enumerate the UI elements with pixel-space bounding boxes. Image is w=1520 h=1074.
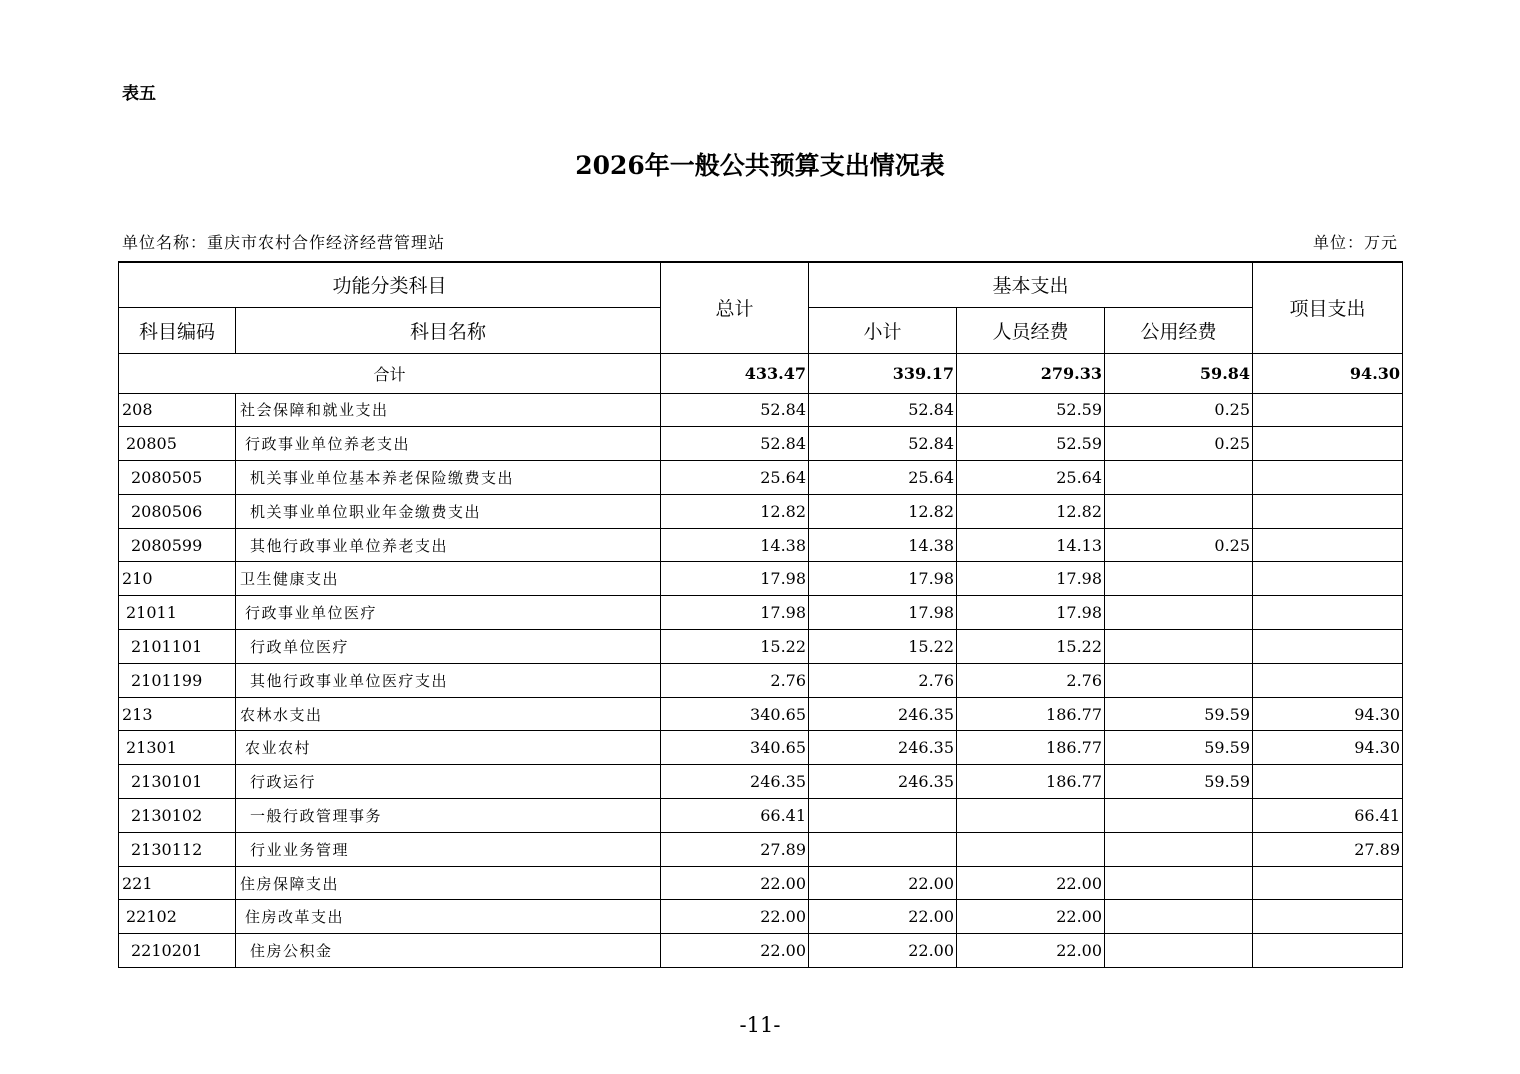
- cell-code: 2080506: [119, 494, 236, 528]
- cell-name: 住房公积金: [236, 934, 661, 968]
- cell-code: 2080599: [119, 528, 236, 562]
- cell-total: 52.84: [661, 393, 809, 427]
- cell-name: 农业农村: [236, 731, 661, 765]
- cell-personnel: 186.77: [957, 697, 1105, 731]
- cell-subtotal: 22.00: [809, 866, 957, 900]
- cell-code: 21011: [119, 596, 236, 630]
- cell-subtotal: 246.35: [809, 697, 957, 731]
- table-row: [119, 799, 1403, 833]
- cell-code: 22102: [119, 900, 236, 934]
- cell-personnel: 14.13: [957, 528, 1105, 562]
- total-personnel: 279.33: [957, 353, 1105, 393]
- cell-project: [1253, 900, 1403, 934]
- cell-public: [1105, 494, 1253, 528]
- cell-project: [1253, 596, 1403, 630]
- cell-public: [1105, 934, 1253, 968]
- cell-public: [1105, 562, 1253, 596]
- cell-code: 2101199: [119, 663, 236, 697]
- table-row: [119, 596, 1403, 630]
- cell-personnel: 186.77: [957, 731, 1105, 765]
- cell-code: 221: [119, 866, 236, 900]
- cell-subtotal: 52.84: [809, 427, 957, 461]
- cell-personnel: 186.77: [957, 765, 1105, 799]
- cell-code: 2130112: [119, 832, 236, 866]
- cell-name: 卫生健康支出: [236, 562, 661, 596]
- cell-project: [1253, 866, 1403, 900]
- cell-name: 农林水支出: [236, 697, 661, 731]
- cell-name: 其他行政事业单位养老支出: [236, 528, 661, 562]
- total-label: 合计: [119, 353, 661, 393]
- cell-name: 其他行政事业单位医疗支出: [236, 663, 661, 697]
- cell-total: 66.41: [661, 799, 809, 833]
- cell-project: [1253, 663, 1403, 697]
- cell-subtotal: 17.98: [809, 562, 957, 596]
- cell-total: 340.65: [661, 697, 809, 731]
- table-row: [119, 393, 1403, 427]
- cell-public: 0.25: [1105, 427, 1253, 461]
- header-total: 总计: [661, 262, 809, 353]
- cell-code: 2210201: [119, 934, 236, 968]
- header-code: 科目编码: [119, 307, 236, 353]
- cell-personnel: 17.98: [957, 596, 1105, 630]
- page-number: -11-: [739, 1013, 781, 1037]
- cell-total: 15.22: [661, 630, 809, 664]
- table-row: [119, 900, 1403, 934]
- cell-subtotal: [809, 799, 957, 833]
- cell-personnel: 17.98: [957, 562, 1105, 596]
- cell-code: 208: [119, 393, 236, 427]
- cell-public: 0.25: [1105, 528, 1253, 562]
- cell-public: [1105, 663, 1253, 697]
- cell-public: 59.59: [1105, 697, 1253, 731]
- cell-name: 住房改革支出: [236, 900, 661, 934]
- cell-personnel: 22.00: [957, 900, 1105, 934]
- cell-personnel: 25.64: [957, 461, 1105, 495]
- header-subtotal: 小计: [809, 307, 957, 353]
- cell-code: 2101101: [119, 630, 236, 664]
- header-basic: 基本支出: [809, 262, 1253, 307]
- page-title: 2026年一般公共预算支出情况表: [575, 151, 945, 180]
- cell-subtotal: 12.82: [809, 494, 957, 528]
- cell-name: 行政单位医疗: [236, 630, 661, 664]
- cell-name: 一般行政管理事务: [236, 799, 661, 833]
- cell-personnel: [957, 799, 1105, 833]
- cell-code: 2130102: [119, 799, 236, 833]
- table-row: [119, 697, 1403, 731]
- unit-label: 单位：万元: [1312, 233, 1398, 252]
- table-row: [119, 832, 1403, 866]
- cell-public: [1105, 866, 1253, 900]
- cell-code: 2080505: [119, 461, 236, 495]
- cell-total: 340.65: [661, 731, 809, 765]
- cell-public: [1105, 630, 1253, 664]
- cell-public: [1105, 799, 1253, 833]
- cell-total: 22.00: [661, 900, 809, 934]
- cell-project: [1253, 528, 1403, 562]
- cell-subtotal: 17.98: [809, 596, 957, 630]
- cell-project: [1253, 934, 1403, 968]
- header-project: 项目支出: [1253, 262, 1403, 353]
- unit-name: 单位名称：重庆市农村合作经济经营管理站: [122, 233, 446, 252]
- cell-name: 行业业务管理: [236, 832, 661, 866]
- cell-public: [1105, 900, 1253, 934]
- cell-total: 22.00: [661, 866, 809, 900]
- cell-personnel: 22.00: [957, 934, 1105, 968]
- cell-name: 机关事业单位基本养老保险缴费支出: [236, 461, 661, 495]
- cell-public: [1105, 461, 1253, 495]
- table-row: [119, 866, 1403, 900]
- cell-name: 行政事业单位养老支出: [236, 427, 661, 461]
- cell-project: [1253, 630, 1403, 664]
- cell-project: 66.41: [1253, 799, 1403, 833]
- table-row: [119, 731, 1403, 765]
- cell-name: 行政事业单位医疗: [236, 596, 661, 630]
- cell-code: 21301: [119, 731, 236, 765]
- cell-project: [1253, 765, 1403, 799]
- cell-subtotal: 14.38: [809, 528, 957, 562]
- cell-project: [1253, 562, 1403, 596]
- cell-subtotal: 25.64: [809, 461, 957, 495]
- table-row: [119, 663, 1403, 697]
- cell-personnel: 52.59: [957, 393, 1105, 427]
- cell-code: 2130101: [119, 765, 236, 799]
- cell-total: 27.89: [661, 832, 809, 866]
- header-name: 科目名称: [236, 307, 661, 353]
- table-row: [119, 934, 1403, 968]
- cell-total: 25.64: [661, 461, 809, 495]
- table-row: [119, 562, 1403, 596]
- cell-name: 机关事业单位职业年金缴费支出: [236, 494, 661, 528]
- cell-code: 20805: [119, 427, 236, 461]
- table-row: [119, 528, 1403, 562]
- header-public: 公用经费: [1105, 307, 1253, 353]
- cell-project: 94.30: [1253, 731, 1403, 765]
- cell-project: [1253, 494, 1403, 528]
- table-body: [119, 353, 1403, 968]
- cell-personnel: 52.59: [957, 427, 1105, 461]
- cell-name: 社会保障和就业支出: [236, 393, 661, 427]
- budget-table: [118, 261, 1403, 968]
- cell-subtotal: 246.35: [809, 765, 957, 799]
- cell-personnel: [957, 832, 1105, 866]
- cell-total: 17.98: [661, 596, 809, 630]
- table-row: [119, 630, 1403, 664]
- header-function-category: 功能分类科目: [119, 262, 661, 307]
- table-row: [119, 461, 1403, 495]
- cell-project: 94.30: [1253, 697, 1403, 731]
- table-label: 表五: [122, 84, 156, 104]
- cell-public: 59.59: [1105, 731, 1253, 765]
- total-total: 433.47: [661, 353, 809, 393]
- cell-public: [1105, 832, 1253, 866]
- cell-subtotal: 22.00: [809, 900, 957, 934]
- cell-code: 210: [119, 562, 236, 596]
- cell-subtotal: [809, 832, 957, 866]
- total-project: 94.30: [1253, 353, 1403, 393]
- cell-public: [1105, 596, 1253, 630]
- cell-name: 住房保障支出: [236, 866, 661, 900]
- cell-project: [1253, 461, 1403, 495]
- cell-public: 0.25: [1105, 393, 1253, 427]
- cell-public: 59.59: [1105, 765, 1253, 799]
- cell-subtotal: 15.22: [809, 630, 957, 664]
- total-row: [119, 353, 1403, 393]
- cell-project: [1253, 427, 1403, 461]
- cell-subtotal: 2.76: [809, 663, 957, 697]
- cell-subtotal: 22.00: [809, 934, 957, 968]
- cell-personnel: 22.00: [957, 866, 1105, 900]
- cell-total: 52.84: [661, 427, 809, 461]
- cell-personnel: 15.22: [957, 630, 1105, 664]
- header-personnel: 人员经费: [957, 307, 1105, 353]
- cell-personnel: 12.82: [957, 494, 1105, 528]
- cell-name: 行政运行: [236, 765, 661, 799]
- cell-project: 27.89: [1253, 832, 1403, 866]
- table-row: [119, 765, 1403, 799]
- cell-total: 22.00: [661, 934, 809, 968]
- cell-subtotal: 52.84: [809, 393, 957, 427]
- cell-total: 2.76: [661, 663, 809, 697]
- total-subtotal: 339.17: [809, 353, 957, 393]
- cell-total: 17.98: [661, 562, 809, 596]
- cell-total: 14.38: [661, 528, 809, 562]
- cell-subtotal: 246.35: [809, 731, 957, 765]
- cell-total: 246.35: [661, 765, 809, 799]
- cell-total: 12.82: [661, 494, 809, 528]
- cell-project: [1253, 393, 1403, 427]
- cell-code: 213: [119, 697, 236, 731]
- cell-personnel: 2.76: [957, 663, 1105, 697]
- table-row: [119, 427, 1403, 461]
- total-public: 59.84: [1105, 353, 1253, 393]
- table-row: [119, 494, 1403, 528]
